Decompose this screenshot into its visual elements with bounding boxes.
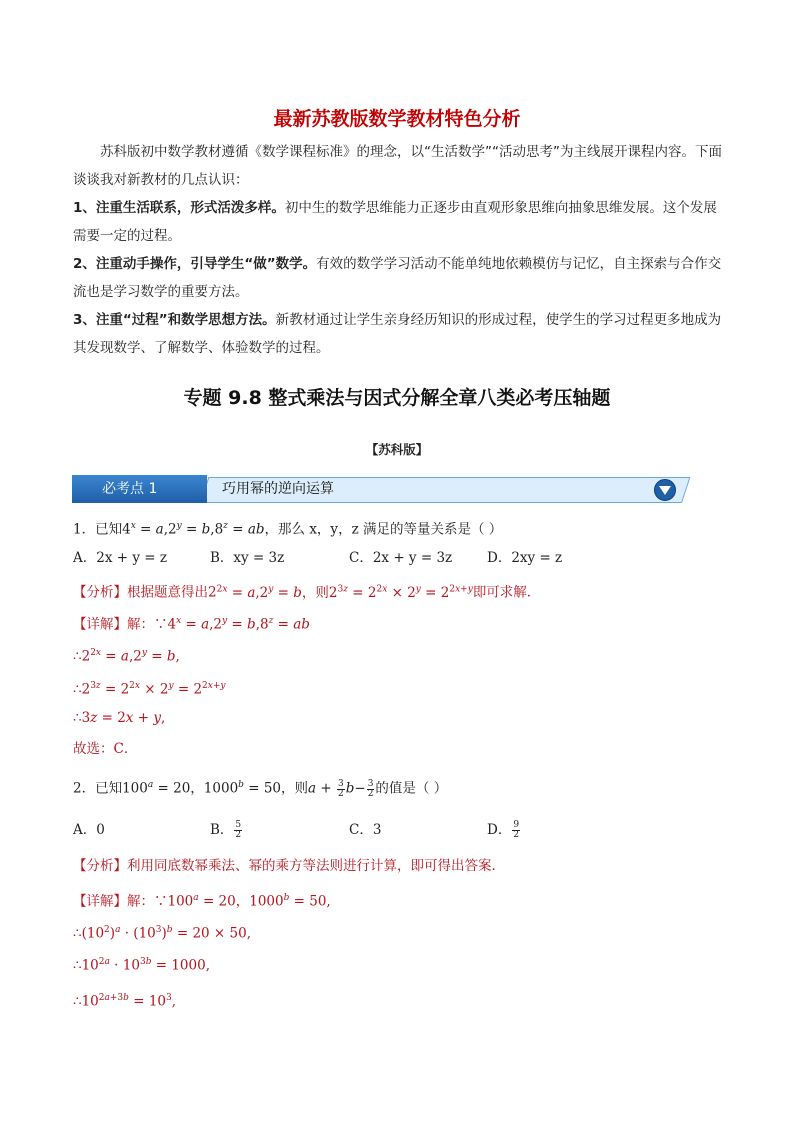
- q2-step-3: $\therefore 10^{2a+3b} = 10^3$,: [73, 993, 177, 1010]
- point-1-heading: 1、注重生活联系，形式活泼多样。: [73, 200, 285, 216]
- point-2: [73, 250, 723, 306]
- q2-option-a: A．0: [73, 822, 105, 838]
- q2-stem: 2．已知$100^a = 20$，$1000^b = 50$，则a + $\frac{3}{2}$ b− $\frac{3}{2}$ 的值是（ ）: [73, 778, 448, 799]
- q1-stem: 1．已知$4^x = a,2^y = b,8^z$ = ab，那么 x，y，z 满足的等量关系是（ ）: [73, 521, 503, 538]
- q1-step-1: $\therefore 2^{2x} = a,2^y = b$,: [73, 648, 180, 665]
- q2-step-2: $\therefore 10^{2a} \cdot 10^{3b} = 1000$,: [73, 957, 210, 974]
- q2-analysis: 【分析】利用同底数幂乘法、幂的乘方等法则进行计算，即可得出答案．: [73, 858, 505, 874]
- topic-title: 专题 9.8 整式乘法与因式分解全章八类必考压轴题: [183, 387, 611, 409]
- q2-option-c: C．3: [349, 822, 382, 838]
- point-1-text: 初中生的数学思维能力正逐步由直观形象思维向抽象思维发展。这个发展需要一定的过程。: [73, 200, 717, 244]
- point-2-heading: 2、注重动手操作，引导学生“做”数学。: [73, 256, 317, 272]
- point-3-text: 新教材通过让学生亲身经历知识的形成过程，使学生的学习过程更多地成为其发现数学、了解数学、体验数学的过程。: [73, 312, 722, 356]
- q2-option-d: D． $\frac{9}{2}$: [487, 820, 520, 840]
- expand-triangle-icon[interactable]: [654, 479, 676, 501]
- section-banner: [72, 475, 612, 503]
- q2-option-b: B． $\frac{5}{2}$: [210, 820, 242, 840]
- q1-detail: 【详解】解：$\because 4^x = a,2^y = b,8^z$ = ab: [73, 616, 310, 633]
- q1-option-b: B．xy = 3z: [210, 550, 285, 566]
- point-1: [73, 194, 723, 250]
- banner-label: 巧用幂的逆向运算: [222, 481, 334, 497]
- banner-tag: 必考点 1: [72, 475, 207, 503]
- q1-choice: 故选：C．: [73, 741, 138, 757]
- q1-step-3: ∴3z = 2x + y,: [73, 710, 166, 726]
- intro-paragraph: 苏科版初中数学教材遵循《数学课程标准》的理念，以“生活数学”“活动思考”为主线展开课程内容。下面谈谈我对新教材的几点认识：: [73, 144, 722, 188]
- point-2-text: 有效的数学学习活动不能单纯地依赖模仿与记忆，自主探索与合作交流也是学习数学的重要方法。: [73, 256, 722, 300]
- point-3: [73, 306, 723, 362]
- q1-step-2: $\therefore 2^{3z} = 2^{2x} \times 2^y = 2^{2x+y}$: [73, 681, 226, 698]
- q1-option-c: C．2x + y = 3z: [349, 550, 453, 566]
- q2-step-1: $\therefore(10^2)^a \cdot (10^3)^b = 20 \times 50$,: [73, 925, 251, 942]
- edition-label: 【苏科版】: [365, 442, 429, 457]
- point-3-heading: 3、注重“过程”和数学思想方法。: [73, 312, 276, 328]
- doc-title: 最新苏教版数学教材特色分析: [273, 108, 521, 130]
- q1-option-d: D．2xy = z: [487, 550, 563, 566]
- q1-option-a: A．2x + y = z: [73, 550, 167, 566]
- q1-analysis: 【分析】根据题意得出$2^{2x} = a,2^y = b$，则$2^{3z} = 2^{2x} \times 2^y = 2^{2x+y}$即可求解．: [73, 584, 541, 601]
- q2-detail: 【详解】解：$\because 100^a = 20$，$1000^b = 50$,: [73, 893, 331, 910]
